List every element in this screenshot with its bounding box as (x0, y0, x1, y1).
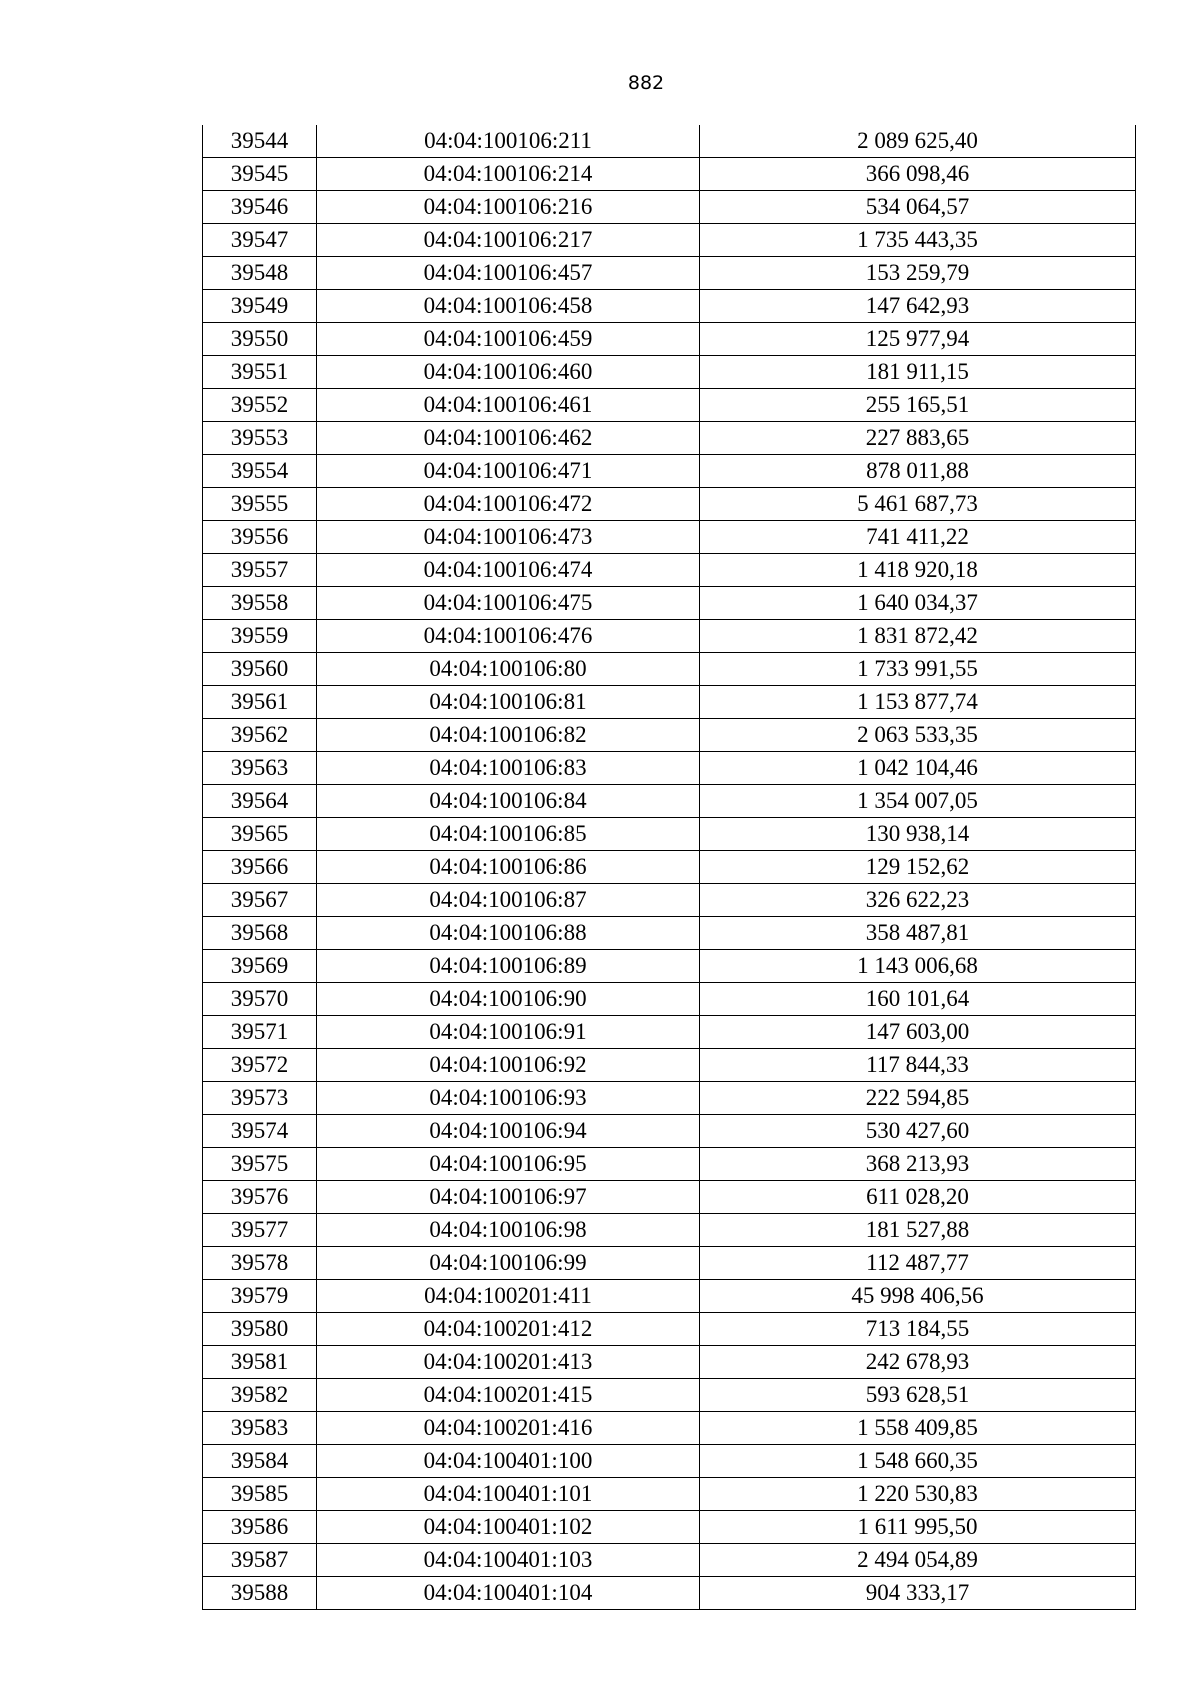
cadastral-number-cell: 04:04:100401:102 (317, 1511, 700, 1544)
table-row (203, 1478, 1136, 1511)
table-row (203, 488, 1136, 521)
cadastral-value-cell: 117 844,33 (700, 1049, 1136, 1082)
table-row (203, 1049, 1136, 1082)
row-number-cell: 39582 (203, 1379, 317, 1412)
cadastral-number-cell: 04:04:100106:90 (317, 983, 700, 1016)
table-row (203, 686, 1136, 719)
cadastral-value-cell: 129 152,62 (700, 851, 1136, 884)
cadastral-number-cell: 04:04:100201:411 (317, 1280, 700, 1313)
table-row (203, 950, 1136, 983)
cadastral-number-cell: 04:04:100401:103 (317, 1544, 700, 1577)
cadastral-number-cell: 04:04:100106:98 (317, 1214, 700, 1247)
cadastral-number-cell: 04:04:100401:100 (317, 1445, 700, 1478)
table-body (203, 125, 1136, 1610)
cadastral-value-cell: 147 603,00 (700, 1016, 1136, 1049)
cadastral-value-cell: 1 220 530,83 (700, 1478, 1136, 1511)
cadastral-number-cell: 04:04:100106:211 (317, 125, 700, 158)
cadastral-number-cell: 04:04:100106:461 (317, 389, 700, 422)
row-number-cell: 39576 (203, 1181, 317, 1214)
cadastral-value-cell: 1 418 920,18 (700, 554, 1136, 587)
row-number-cell: 39561 (203, 686, 317, 719)
table-row (203, 1346, 1136, 1379)
cadastral-number-cell: 04:04:100106:216 (317, 191, 700, 224)
cadastral-value-cell: 741 411,22 (700, 521, 1136, 554)
table-row (203, 653, 1136, 686)
table-row (203, 1445, 1136, 1478)
row-number-cell: 39585 (203, 1478, 317, 1511)
row-number-cell: 39551 (203, 356, 317, 389)
cadastral-value-cell: 1 042 104,46 (700, 752, 1136, 785)
cadastral-value-cell: 358 487,81 (700, 917, 1136, 950)
row-number-cell: 39580 (203, 1313, 317, 1346)
row-number-cell: 39547 (203, 224, 317, 257)
cadastral-value-cell: 530 427,60 (700, 1115, 1136, 1148)
row-number-cell: 39566 (203, 851, 317, 884)
table-row (203, 1016, 1136, 1049)
cadastral-number-cell: 04:04:100106:93 (317, 1082, 700, 1115)
cadastral-value-cell: 1 611 995,50 (700, 1511, 1136, 1544)
cadastral-number-cell: 04:04:100106:86 (317, 851, 700, 884)
cadastral-value-cell: 1 831 872,42 (700, 620, 1136, 653)
cadastral-value-cell: 611 028,20 (700, 1181, 1136, 1214)
row-number-cell: 39584 (203, 1445, 317, 1478)
cadastral-number-cell: 04:04:100401:101 (317, 1478, 700, 1511)
row-number-cell: 39558 (203, 587, 317, 620)
cadastral-number-cell: 04:04:100106:475 (317, 587, 700, 620)
cadastral-value-cell: 255 165,51 (700, 389, 1136, 422)
cadastral-number-cell: 04:04:100106:462 (317, 422, 700, 455)
row-number-cell: 39549 (203, 290, 317, 323)
row-number-cell: 39545 (203, 158, 317, 191)
cadastral-value-cell: 1 733 991,55 (700, 653, 1136, 686)
row-number-cell: 39548 (203, 257, 317, 290)
cadastral-value-table (202, 125, 1136, 1610)
cadastral-value-cell: 181 527,88 (700, 1214, 1136, 1247)
cadastral-number-cell: 04:04:100106:458 (317, 290, 700, 323)
row-number-cell: 39578 (203, 1247, 317, 1280)
table-row (203, 356, 1136, 389)
table-row (203, 1577, 1136, 1610)
cadastral-number-cell: 04:04:100106:84 (317, 785, 700, 818)
cadastral-number-cell: 04:04:100106:81 (317, 686, 700, 719)
table-row (203, 1247, 1136, 1280)
cadastral-number-cell: 04:04:100106:82 (317, 719, 700, 752)
table-row (203, 125, 1136, 158)
cadastral-number-cell: 04:04:100106:476 (317, 620, 700, 653)
table-row (203, 389, 1136, 422)
cadastral-value-cell: 904 333,17 (700, 1577, 1136, 1610)
row-number-cell: 39563 (203, 752, 317, 785)
cadastral-number-cell: 04:04:100106:460 (317, 356, 700, 389)
cadastral-number-cell: 04:04:100401:104 (317, 1577, 700, 1610)
cadastral-number-cell: 04:04:100106:91 (317, 1016, 700, 1049)
table-row (203, 1511, 1136, 1544)
row-number-cell: 39556 (203, 521, 317, 554)
cadastral-value-cell: 45 998 406,56 (700, 1280, 1136, 1313)
row-number-cell: 39575 (203, 1148, 317, 1181)
cadastral-value-cell: 1 143 006,68 (700, 950, 1136, 983)
table-row (203, 554, 1136, 587)
cadastral-value-cell: 160 101,64 (700, 983, 1136, 1016)
table-row (203, 1148, 1136, 1181)
table-row (203, 1115, 1136, 1148)
cadastral-number-cell: 04:04:100106:83 (317, 752, 700, 785)
cadastral-number-cell: 04:04:100106:87 (317, 884, 700, 917)
table-row (203, 917, 1136, 950)
cadastral-number-cell: 04:04:100201:412 (317, 1313, 700, 1346)
table-row (203, 1412, 1136, 1445)
row-number-cell: 39546 (203, 191, 317, 224)
cadastral-value-cell: 125 977,94 (700, 323, 1136, 356)
cadastral-value-cell: 593 628,51 (700, 1379, 1136, 1412)
table-row (203, 1214, 1136, 1247)
cadastral-value-cell: 5 461 687,73 (700, 488, 1136, 521)
row-number-cell: 39581 (203, 1346, 317, 1379)
table-row (203, 983, 1136, 1016)
cadastral-number-cell: 04:04:100106:94 (317, 1115, 700, 1148)
cadastral-value-cell: 1 354 007,05 (700, 785, 1136, 818)
row-number-cell: 39562 (203, 719, 317, 752)
table-row (203, 884, 1136, 917)
cadastral-value-cell: 368 213,93 (700, 1148, 1136, 1181)
table-row (203, 1280, 1136, 1313)
table-row (203, 1544, 1136, 1577)
cadastral-value-cell: 153 259,79 (700, 257, 1136, 290)
cadastral-value-cell: 713 184,55 (700, 1313, 1136, 1346)
row-number-cell: 39573 (203, 1082, 317, 1115)
row-number-cell: 39569 (203, 950, 317, 983)
cadastral-value-cell: 2 494 054,89 (700, 1544, 1136, 1577)
table-row (203, 1082, 1136, 1115)
row-number-cell: 39587 (203, 1544, 317, 1577)
row-number-cell: 39559 (203, 620, 317, 653)
cadastral-value-cell: 227 883,65 (700, 422, 1136, 455)
cadastral-number-cell: 04:04:100106:473 (317, 521, 700, 554)
row-number-cell: 39553 (203, 422, 317, 455)
table-row (203, 422, 1136, 455)
table-row (203, 191, 1136, 224)
table-row (203, 785, 1136, 818)
cadastral-number-cell: 04:04:100201:415 (317, 1379, 700, 1412)
row-number-cell: 39583 (203, 1412, 317, 1445)
table-row (203, 620, 1136, 653)
cadastral-value-cell: 326 622,23 (700, 884, 1136, 917)
row-number-cell: 39557 (203, 554, 317, 587)
cadastral-value-cell: 147 642,93 (700, 290, 1136, 323)
cadastral-number-cell: 04:04:100106:88 (317, 917, 700, 950)
cadastral-number-cell: 04:04:100106:97 (317, 1181, 700, 1214)
table-row (203, 290, 1136, 323)
cadastral-value-cell: 242 678,93 (700, 1346, 1136, 1379)
row-number-cell: 39560 (203, 653, 317, 686)
cadastral-number-cell: 04:04:100201:416 (317, 1412, 700, 1445)
table-row (203, 521, 1136, 554)
table-row (203, 224, 1136, 257)
row-number-cell: 39586 (203, 1511, 317, 1544)
table-row (203, 1379, 1136, 1412)
table-row (203, 851, 1136, 884)
table-row (203, 587, 1136, 620)
table-row (203, 158, 1136, 191)
cadastral-number-cell: 04:04:100106:99 (317, 1247, 700, 1280)
cadastral-value-cell: 534 064,57 (700, 191, 1136, 224)
cadastral-number-cell: 04:04:100106:85 (317, 818, 700, 851)
cadastral-number-cell: 04:04:100106:80 (317, 653, 700, 686)
cadastral-value-cell: 130 938,14 (700, 818, 1136, 851)
cadastral-value-cell: 112 487,77 (700, 1247, 1136, 1280)
table-row (203, 752, 1136, 785)
cadastral-number-cell: 04:04:100106:472 (317, 488, 700, 521)
row-number-cell: 39565 (203, 818, 317, 851)
row-number-cell: 39571 (203, 1016, 317, 1049)
cadastral-number-cell: 04:04:100106:471 (317, 455, 700, 488)
page-number: 882 (627, 72, 665, 94)
table-row (203, 1313, 1136, 1346)
table-row (203, 818, 1136, 851)
cadastral-number-cell: 04:04:100106:92 (317, 1049, 700, 1082)
cadastral-number-cell: 04:04:100106:95 (317, 1148, 700, 1181)
row-number-cell: 39574 (203, 1115, 317, 1148)
cadastral-number-cell: 04:04:100201:413 (317, 1346, 700, 1379)
row-number-cell: 39555 (203, 488, 317, 521)
cadastral-value-cell: 1 640 034,37 (700, 587, 1136, 620)
cadastral-value-cell: 1 735 443,35 (700, 224, 1136, 257)
row-number-cell: 39564 (203, 785, 317, 818)
cadastral-value-cell: 181 911,15 (700, 356, 1136, 389)
row-number-cell: 39572 (203, 1049, 317, 1082)
table-row (203, 719, 1136, 752)
cadastral-number-cell: 04:04:100106:217 (317, 224, 700, 257)
cadastral-value-cell: 2 089 625,40 (700, 125, 1136, 158)
cadastral-number-cell: 04:04:100106:214 (317, 158, 700, 191)
cadastral-number-cell: 04:04:100106:89 (317, 950, 700, 983)
cadastral-value-cell: 878 011,88 (700, 455, 1136, 488)
row-number-cell: 39579 (203, 1280, 317, 1313)
cadastral-number-cell: 04:04:100106:459 (317, 323, 700, 356)
table-row (203, 455, 1136, 488)
row-number-cell: 39570 (203, 983, 317, 1016)
row-number-cell: 39544 (203, 125, 317, 158)
cadastral-value-cell: 1 558 409,85 (700, 1412, 1136, 1445)
table-row (203, 323, 1136, 356)
cadastral-number-cell: 04:04:100106:474 (317, 554, 700, 587)
row-number-cell: 39577 (203, 1214, 317, 1247)
row-number-cell: 39588 (203, 1577, 317, 1610)
row-number-cell: 39567 (203, 884, 317, 917)
cadastral-value-cell: 366 098,46 (700, 158, 1136, 191)
table-row (203, 257, 1136, 290)
row-number-cell: 39552 (203, 389, 317, 422)
cadastral-value-cell: 1 153 877,74 (700, 686, 1136, 719)
row-number-cell: 39568 (203, 917, 317, 950)
cadastral-value-cell: 1 548 660,35 (700, 1445, 1136, 1478)
table-row (203, 1181, 1136, 1214)
cadastral-value-cell: 2 063 533,35 (700, 719, 1136, 752)
row-number-cell: 39550 (203, 323, 317, 356)
cadastral-value-cell: 222 594,85 (700, 1082, 1136, 1115)
row-number-cell: 39554 (203, 455, 317, 488)
cadastral-number-cell: 04:04:100106:457 (317, 257, 700, 290)
